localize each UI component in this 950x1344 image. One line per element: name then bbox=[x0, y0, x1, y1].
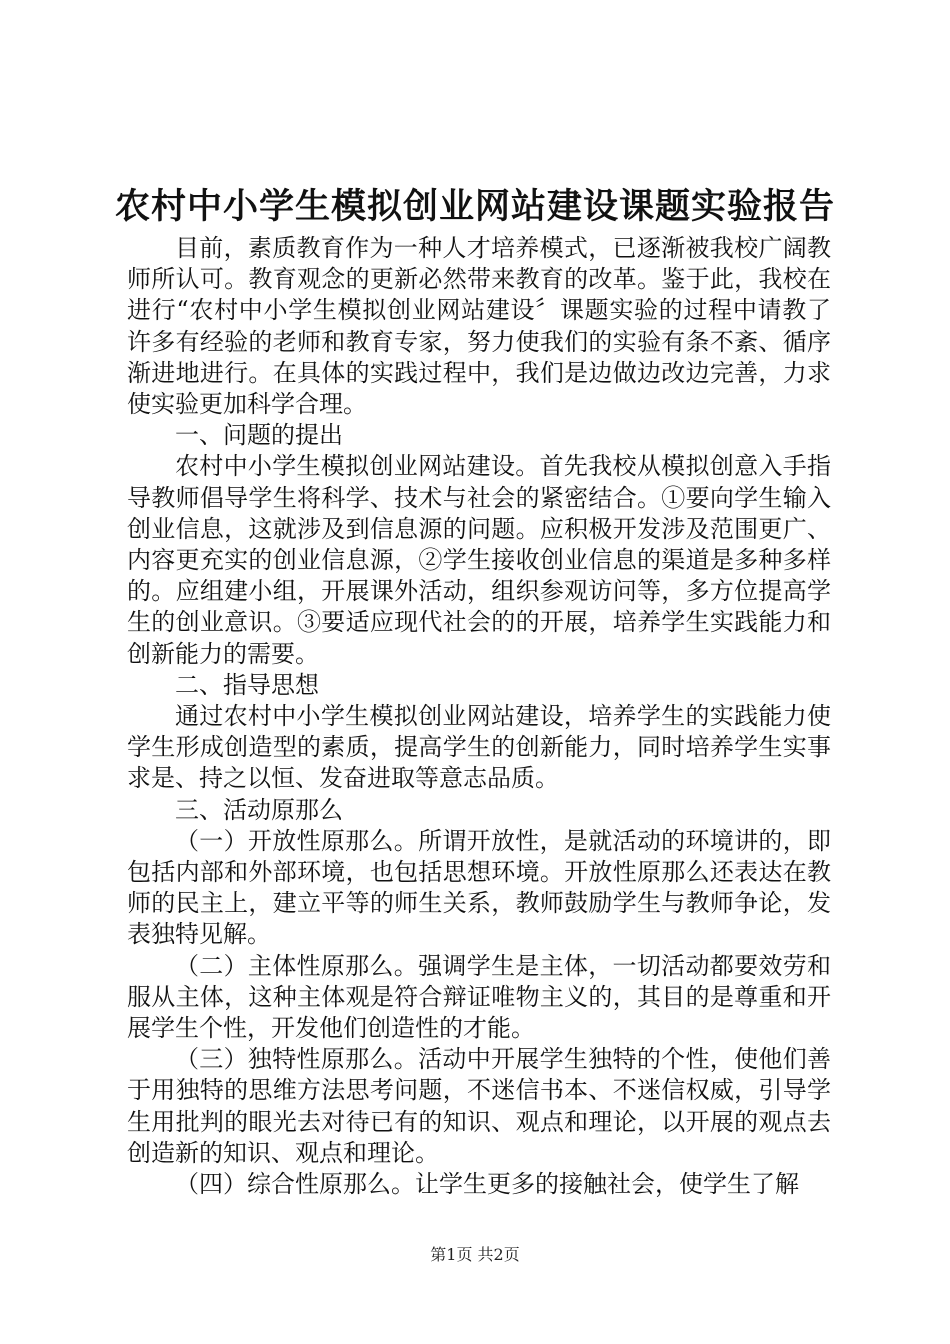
section-heading-problem: 一、问题的提出 bbox=[175, 421, 343, 450]
section-heading-principles: 三、活动原那么 bbox=[175, 795, 343, 824]
document-body bbox=[127, 233, 831, 1200]
paragraph-problem: 农村中小学生模拟创业网站建设。首先我校从模拟创意入手指导教师倡导学生将科学、技术与社会的紧密结合。①要向学生输入创业信息，这就涉及到信息源的问题。应积极开发涉及范围更广、内容更充实的创业信息源，②学生接收创业信息的渠道是多种多样的。应组建小组，开展课外活动，组织参观访问等，多方位提高学生的创业意识。③要适应现代社会的的开展，培养学生实践能力和创新能力的需要。 bbox=[127, 452, 831, 668]
paragraph-principle-comprehensive: （四）综合性原那么。让学生更多的接触社会，使学生了解 bbox=[175, 1170, 799, 1199]
paragraph-principle-open: （一）开放性原那么。所谓开放性，是就活动的环境讲的，即包括内部和外部环境，也包括思想环境。开放性原那么还表达在教师的民主上，建立平等的师生关系，教师鼓励学生与教师争论，发表独特见解。 bbox=[127, 826, 831, 949]
paragraph-principle-unique: （三）独特性原那么。活动中开展学生独特的个性，使他们善于用独特的思维方法思考问题，不迷信书本、不迷信权威，引导学生用批判的眼光去对待已有的知识、观点和理论，以开展的观点去创造新的知识、观点和理论。 bbox=[127, 1045, 831, 1167]
page-number-footer: 第1页 共2页 bbox=[430, 1245, 520, 1264]
document-title: 农村中小学生模拟创业网站建设课题实验报告 bbox=[114, 186, 835, 227]
paragraph-intro: 目前，素质教育作为一种人才培养模式，已逐渐被我校广阔教师所认可。教育观念的更新必然带来教育的改革。鉴于此，我校在进行“农村中小学生模拟创业网站建设〞课题实验的过程中请教了许多有经验的老师和教育专家，努力使我们的实验有条不紊、循序渐进地进行。在具体的实践过程中，我们是边做边改边完善，力求使实验更加科学合理。 bbox=[127, 234, 831, 419]
paragraph-principle-subject: （二）主体性原那么。强调学生是主体，一切活动都要效劳和服从主体，这种主体观是符合辩证唯物主义的，其目的是尊重和开展学生个性，开发他们创造性的才能。 bbox=[127, 951, 831, 1043]
paragraph-guiding-idea: 通过农村中小学生模拟创业网站建设，培养学生的实践能力使学生形成创造型的素质，提高学生的创新能力，同时培养学生实事求是、持之以恒、发奋进取等意志品质。 bbox=[127, 702, 831, 793]
section-heading-guiding-idea: 二、指导思想 bbox=[175, 670, 319, 699]
